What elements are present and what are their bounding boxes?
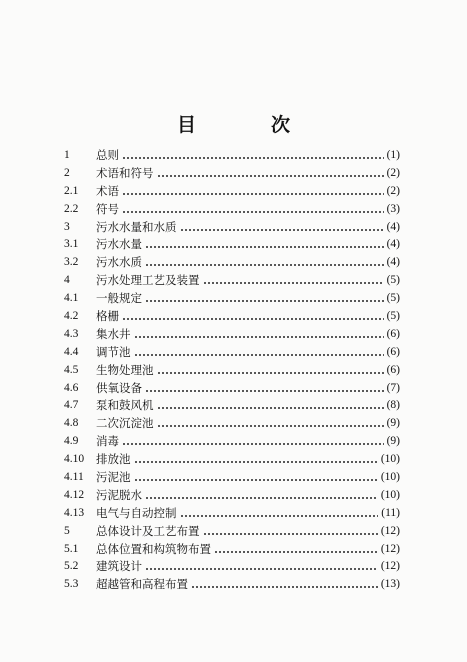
- toc-entry-title: 二次沉淀池: [96, 416, 154, 431]
- toc-entry-title: 污泥池: [96, 470, 131, 485]
- toc-entry-title: 排放池: [96, 452, 131, 467]
- dot-leader: [122, 211, 384, 213]
- toc-entry-title: 污水处理工艺及装置: [96, 273, 200, 288]
- dot-leader: [145, 497, 378, 499]
- dot-leader: [180, 515, 379, 517]
- toc-entry: [64, 451, 400, 469]
- dot-leader: [134, 479, 378, 481]
- toc-entry: [64, 236, 400, 254]
- toc-entry-page: (6): [386, 327, 400, 340]
- toc-entry-number: 1: [64, 149, 70, 161]
- toc-entry: [64, 487, 400, 505]
- dot-leader: [157, 407, 384, 409]
- toc-entry-number: 4.3: [64, 327, 79, 340]
- dot-leader: [157, 425, 384, 427]
- toc-entry-page: (6): [386, 345, 400, 358]
- toc-entry-page: (4): [386, 220, 400, 233]
- dot-leader: [134, 336, 384, 338]
- dot-leader: [134, 461, 378, 463]
- toc-entry: [64, 523, 400, 541]
- toc-entry-title: 总体位置和构筑物布置: [96, 541, 211, 556]
- toc-entry-title: 总则: [96, 148, 119, 162]
- toc-entry-number: 4.9: [64, 435, 79, 448]
- toc-entry: [64, 201, 400, 219]
- toc-entry-page: (5): [386, 274, 400, 287]
- toc-entry-number: 4.2: [64, 310, 79, 323]
- toc-entry-number: 2.2: [64, 202, 79, 215]
- dot-leader: [122, 157, 384, 159]
- dot-leader: [145, 390, 384, 392]
- toc-entry-number: 3: [64, 220, 70, 233]
- toc-entry: [64, 308, 400, 326]
- toc-entry-page: (12): [380, 560, 400, 573]
- dot-leader: [203, 282, 384, 284]
- toc-entry: [64, 362, 400, 380]
- toc-entry: [64, 558, 400, 576]
- toc-entry-page: (12): [380, 542, 400, 555]
- toc-entry: [64, 165, 400, 183]
- toc-entry: [64, 326, 400, 344]
- toc-entry: [64, 505, 400, 523]
- toc-entry: [64, 183, 400, 201]
- toc-entry-page: (13): [380, 578, 400, 591]
- toc-entry-number: 4.5: [64, 363, 79, 376]
- toc-entry-page: (2): [386, 184, 400, 197]
- toc-entry-number: 5: [64, 524, 70, 537]
- toc-entry-number: 4.7: [64, 399, 79, 412]
- toc-entry-page: (1): [386, 149, 400, 161]
- toc-entry-title: 污水水量和水质: [96, 219, 177, 234]
- toc-entry-number: 4.8: [64, 417, 79, 430]
- dot-leader: [191, 586, 378, 588]
- toc-entry: [64, 541, 400, 559]
- dot-leader: [145, 246, 384, 248]
- toc-entry-title: 消毒: [96, 434, 119, 449]
- dot-leader: [134, 354, 384, 356]
- toc-entry: [64, 272, 400, 290]
- toc-entry-number: 5.3: [64, 578, 79, 591]
- toc-entry: [64, 344, 400, 362]
- toc-entry-number: 4.6: [64, 381, 79, 394]
- toc-entry-title: 供氧设备: [96, 380, 142, 395]
- toc-entry-title: 总体设计及工艺布置: [96, 523, 200, 538]
- toc-entry-title: 污泥脱水: [96, 487, 142, 502]
- toc-entry-page: (2): [386, 166, 400, 179]
- toc-entry-page: (4): [386, 238, 400, 251]
- toc-entry-page: (12): [380, 524, 400, 537]
- toc-entry: [64, 397, 400, 415]
- toc-entry-number: 4.12: [64, 488, 85, 501]
- toc-entry-title: 一般规定: [96, 291, 142, 306]
- dot-leader: [180, 229, 384, 231]
- toc-entry-number: 3.2: [64, 256, 79, 269]
- toc-entry-page: (11): [381, 506, 400, 519]
- toc-entry-number: 2.1: [64, 184, 79, 197]
- toc-entry-page: (3): [386, 202, 400, 215]
- toc-entry: [64, 469, 400, 487]
- toc-entry: [64, 290, 400, 308]
- toc-entry-number: 4.10: [64, 453, 85, 466]
- toc-entry: [64, 254, 400, 272]
- toc-entry-title: 调节池: [96, 344, 131, 359]
- toc-entry: [64, 415, 400, 433]
- dot-leader: [145, 264, 384, 266]
- toc-entry-page: (10): [380, 471, 400, 484]
- dot-leader: [145, 300, 384, 302]
- toc-entry-title: 泵和鼓风机: [96, 398, 154, 413]
- toc-entry-title: 符号: [96, 201, 119, 216]
- dot-leader: [122, 193, 384, 195]
- toc-entry-number: 4.1: [64, 292, 79, 305]
- dot-leader: [214, 551, 378, 553]
- toc-entry-title: 电气与自动控制: [96, 505, 177, 520]
- toc-entry-page: (4): [386, 256, 400, 269]
- toc-entry-title: 格栅: [96, 309, 119, 324]
- toc-entry: [64, 433, 400, 451]
- toc-entry-title: 术语和符号: [96, 165, 154, 180]
- toc-entry-title: 污水水质: [96, 255, 142, 270]
- dot-leader: [122, 443, 384, 445]
- toc-entry-number: 4: [64, 274, 70, 287]
- toc-entry-title: 建筑设计: [96, 559, 142, 574]
- toc-entry-number: 2: [64, 166, 70, 179]
- table-of-contents: [64, 147, 400, 594]
- toc-entry-page: (9): [386, 417, 400, 430]
- dot-leader: [203, 533, 378, 535]
- toc-entry-number: 4.11: [64, 471, 84, 484]
- toc-entry: [64, 380, 400, 398]
- toc-entry-page: (6): [386, 363, 400, 376]
- toc-entry-number: 4.13: [64, 506, 85, 519]
- toc-entry-title: 集水井: [96, 326, 131, 341]
- toc-entry: [64, 147, 400, 165]
- toc-entry-page: (10): [380, 488, 400, 501]
- toc-entry-number: 4.4: [64, 345, 79, 358]
- toc-entry-page: (5): [386, 310, 400, 323]
- toc-entry-page: (8): [386, 399, 400, 412]
- toc-entry: [64, 576, 400, 594]
- toc-entry-title: 生物处理池: [96, 362, 154, 377]
- dot-leader: [157, 175, 384, 177]
- dot-leader: [122, 318, 384, 320]
- dot-leader: [157, 372, 384, 374]
- toc-entry-number: 3.1: [64, 238, 79, 251]
- toc-entry: [64, 219, 400, 237]
- dot-leader: [145, 568, 378, 570]
- page-title: 目 次: [176, 114, 318, 136]
- toc-entry-page: (5): [386, 292, 400, 305]
- toc-entry-title: 术语: [96, 183, 119, 198]
- toc-entry-page: (10): [380, 453, 400, 466]
- toc-entry-number: 5.2: [64, 560, 79, 573]
- toc-entry-title: 污水水量: [96, 237, 142, 252]
- toc-entry-page: (7): [386, 381, 400, 394]
- toc-entry-page: (9): [386, 435, 400, 448]
- toc-entry-number: 5.1: [64, 542, 79, 555]
- toc-entry-title: 超越管和高程布置: [96, 577, 188, 592]
